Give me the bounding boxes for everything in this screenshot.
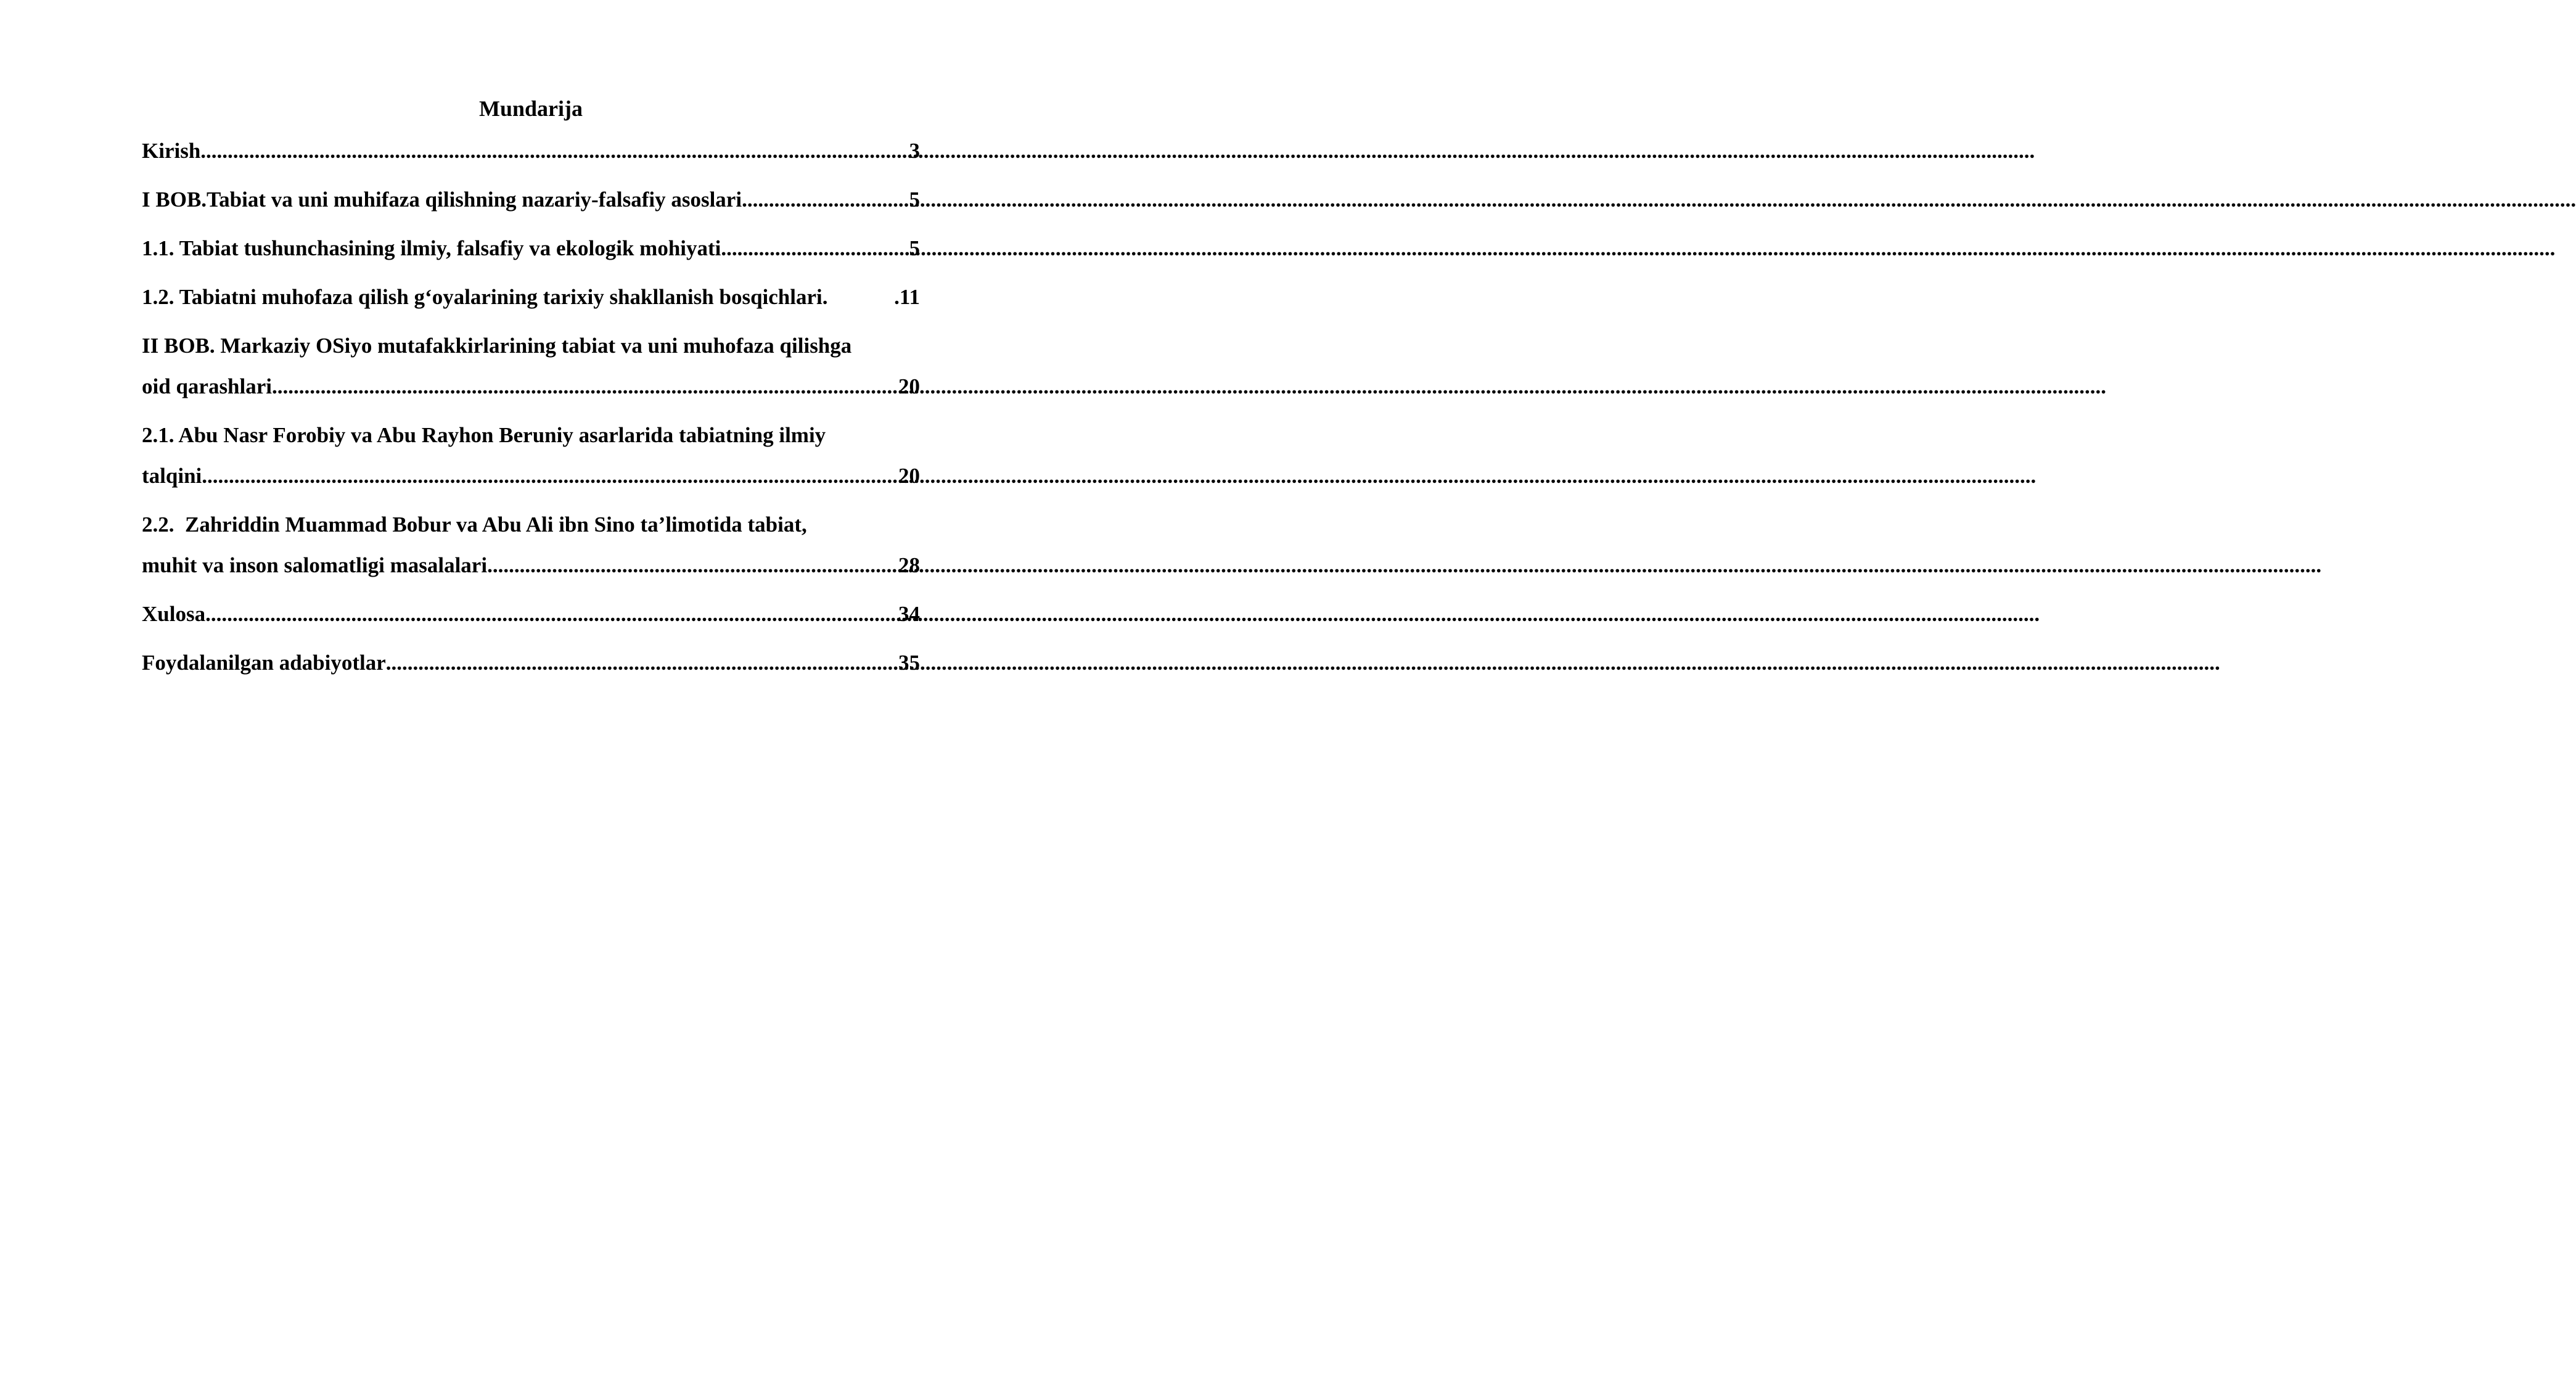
toc-dot-leader bbox=[386, 643, 897, 683]
toc-entry-text: 1.1. Tabiat tushunchasining ilmiy, falsafiy va ekologik mohiyati bbox=[142, 236, 721, 260]
toc-entry-text: I BOB.Tabiat va uni muhifaza qilishning nazariy-falsafiy asoslari bbox=[142, 187, 742, 212]
toc-entry-text: muhit va inson salomatligi masalalari bbox=[142, 553, 488, 577]
toc-entry-section-2-2[interactable] bbox=[142, 504, 920, 586]
toc-page-number: 28 bbox=[898, 553, 920, 577]
toc-entry-text: Foydalanilgan adabiyotlar bbox=[142, 651, 386, 675]
toc-entry-text: Xulosa bbox=[142, 602, 206, 626]
toc-dot-leader bbox=[721, 228, 908, 269]
toc-entry-text-line: II BOB. Markaziy OSiyo mutafakkirlarining tabiat va uni muhofaza qilishga bbox=[142, 334, 852, 358]
toc-entry-xulosa[interactable] bbox=[142, 594, 920, 635]
toc-page-number: 3 bbox=[909, 139, 920, 163]
toc-page-number: .11 bbox=[894, 285, 920, 309]
toc-dot-leader bbox=[487, 545, 897, 586]
table-of-contents bbox=[142, 91, 920, 691]
toc-page-number: 34 bbox=[898, 602, 920, 626]
toc-entry-text: oid qarashlari bbox=[142, 374, 273, 398]
toc-page-number: 5 bbox=[909, 187, 920, 212]
toc-page-number: 35 bbox=[898, 651, 920, 675]
toc-dot-leader bbox=[272, 366, 897, 407]
toc-dot-leader bbox=[742, 179, 908, 220]
toc-entry-section-1-2[interactable] bbox=[142, 277, 920, 318]
document-page bbox=[0, 0, 987, 1395]
toc-entry-text-line: 2.2. Zahriddin Muammad Bobur va Abu Ali ibn Sino ta’limotida tabiat, bbox=[142, 512, 807, 537]
toc-entry-chapter-1[interactable] bbox=[142, 179, 920, 220]
toc-entry-text: Kirish bbox=[142, 139, 201, 163]
toc-entry-kirish[interactable] bbox=[142, 131, 920, 171]
toc-entry-text: 1.2. Tabiatni muhofaza qilish g‘oyalarining tarixiy shakllanish bosqichlari. bbox=[142, 285, 834, 309]
toc-entry-text: talqini bbox=[142, 464, 202, 488]
toc-dot-leader bbox=[200, 131, 908, 171]
toc-dot-leader bbox=[205, 594, 897, 635]
toc-entry-chapter-2[interactable] bbox=[142, 326, 920, 407]
toc-dot-leader bbox=[202, 456, 897, 496]
toc-page-number: 5 bbox=[909, 236, 920, 260]
toc-entry-section-1-1[interactable] bbox=[142, 228, 920, 269]
toc-page-number: 20 bbox=[898, 464, 920, 488]
toc-entry-references[interactable] bbox=[142, 643, 920, 683]
toc-entry-section-2-1[interactable] bbox=[142, 415, 920, 496]
toc-title: Mundarija bbox=[478, 96, 583, 121]
toc-entry-text-line: 2.1. Abu Nasr Forobiy va Abu Rayhon Beruniy asarlarida tabiatning ilmiy bbox=[142, 423, 826, 447]
toc-page-number: 20 bbox=[898, 374, 920, 398]
